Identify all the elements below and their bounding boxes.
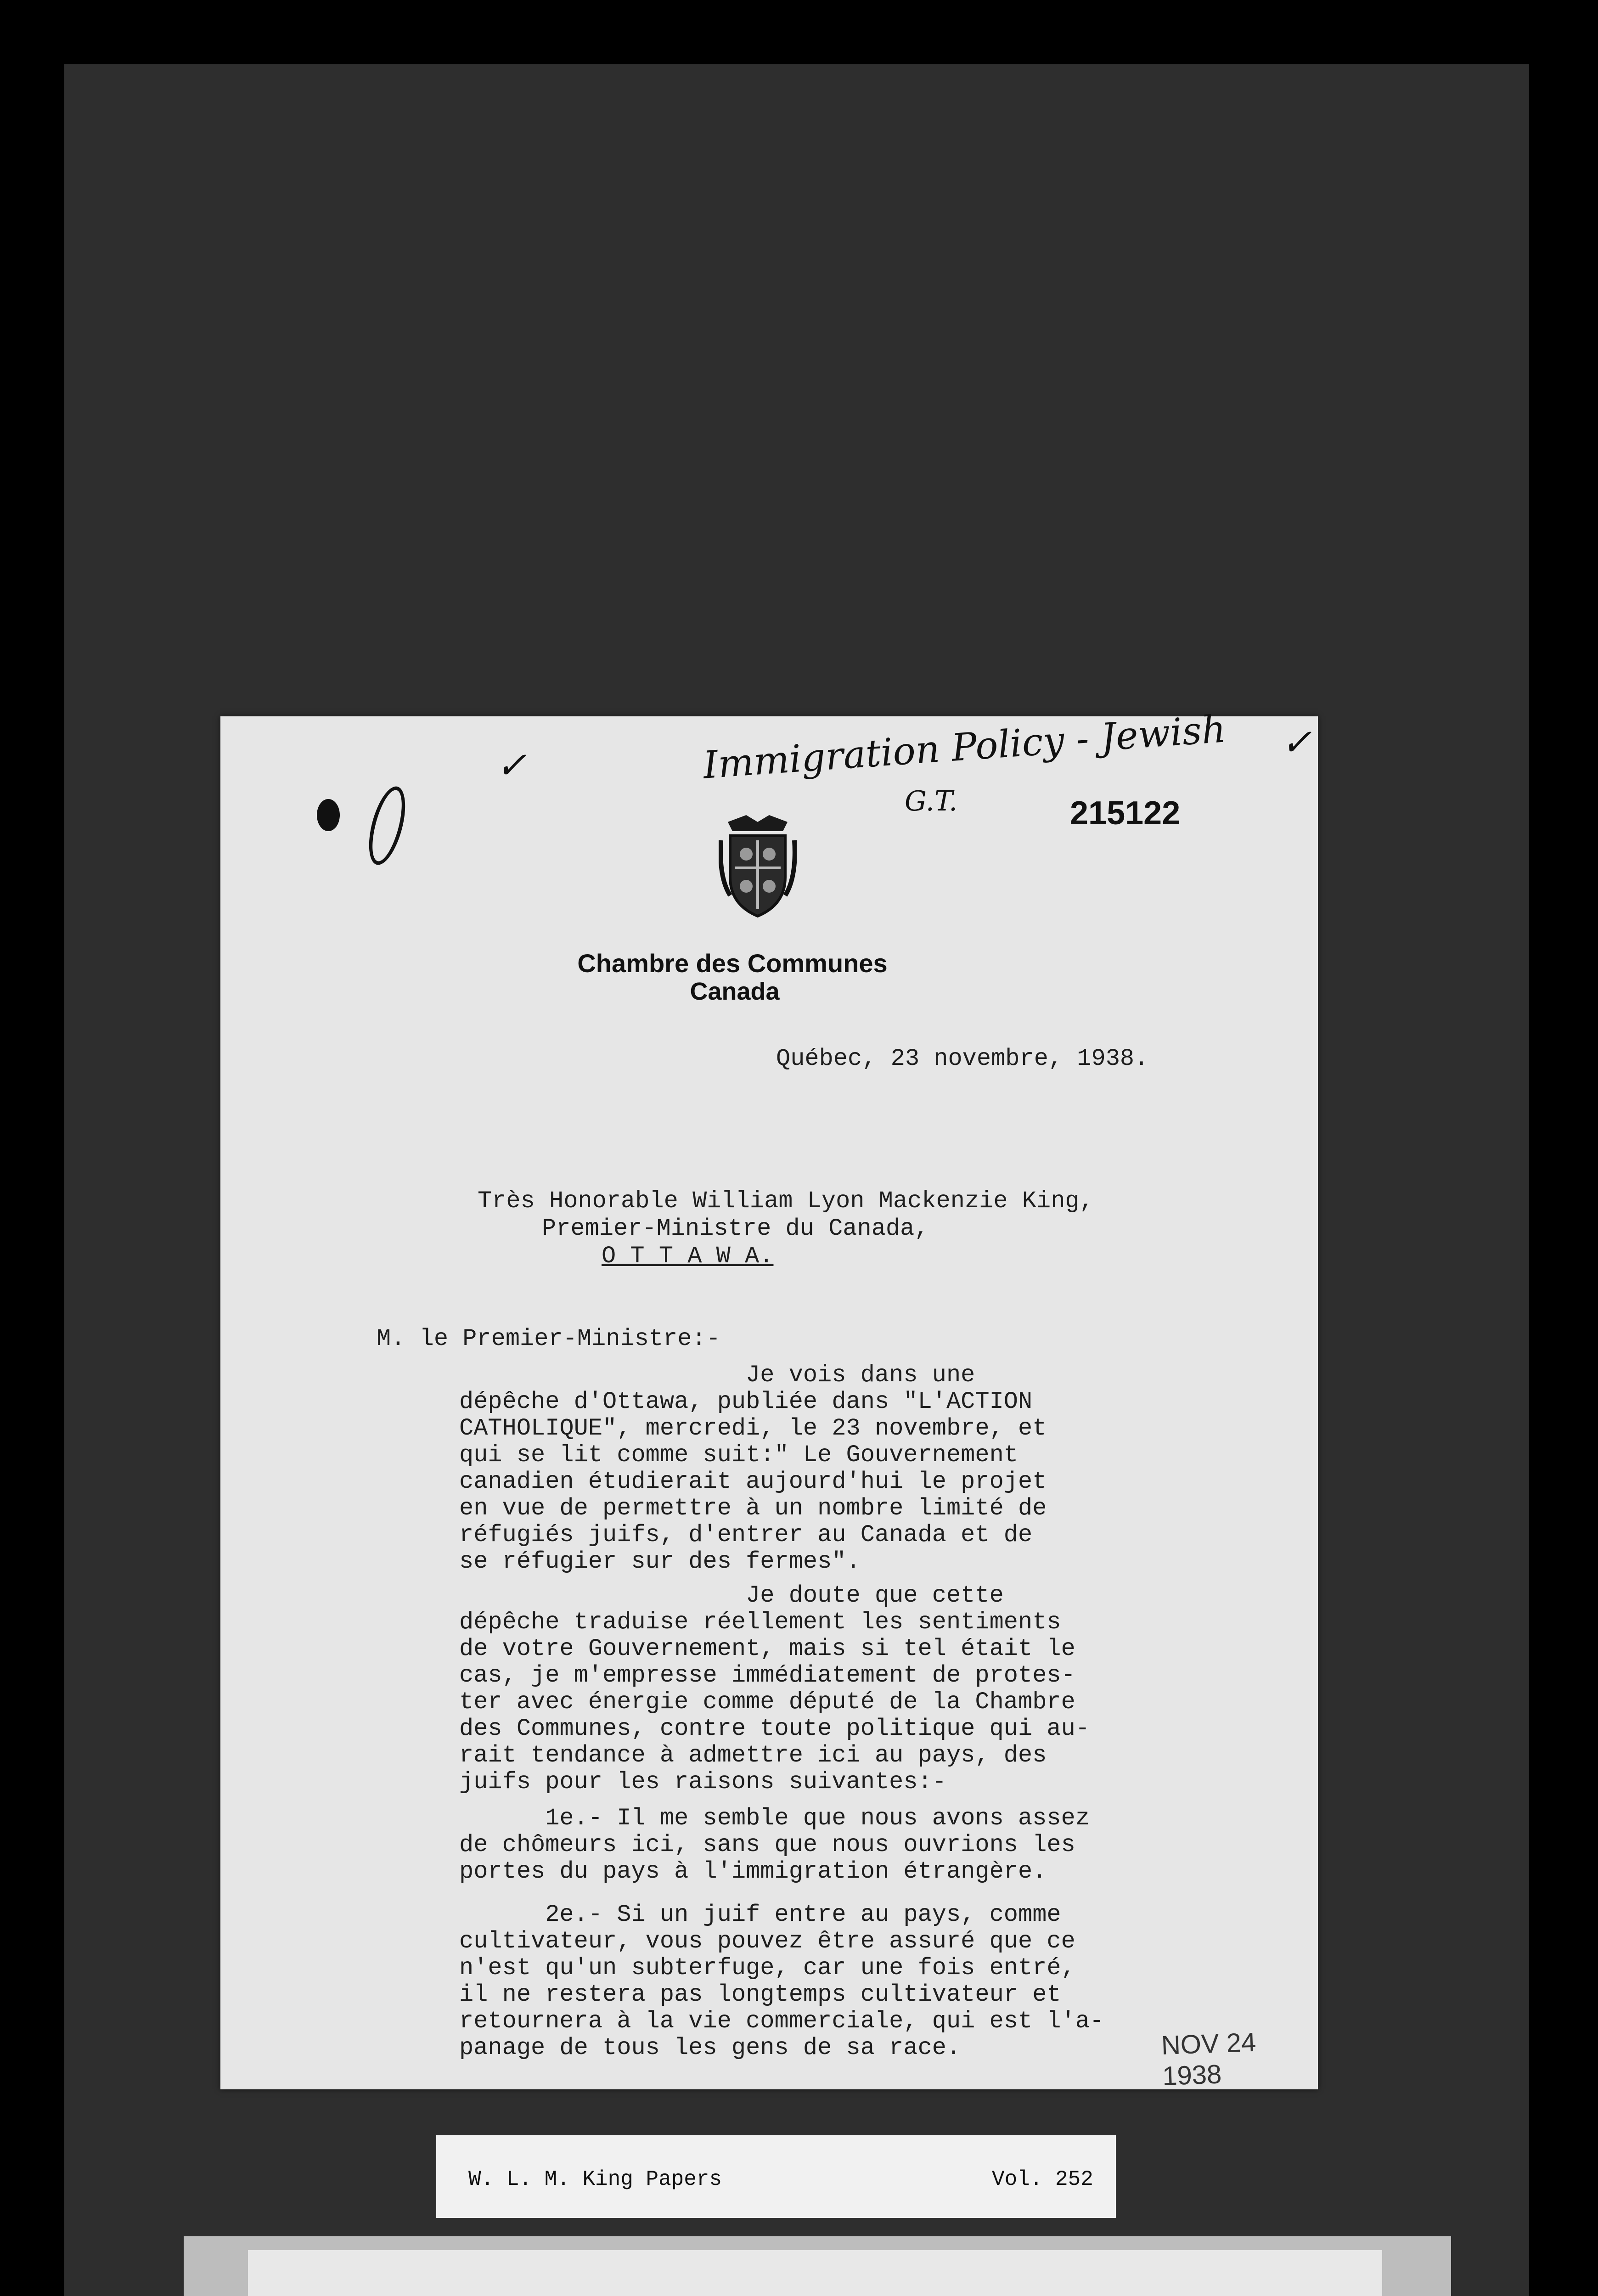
addressee-line-3: O T T A W A.: [602, 1243, 774, 1270]
paragraph-line: Je doute que cette: [459, 1582, 1004, 1609]
archives-card-inner: [248, 2250, 1382, 2296]
salutation: M. le Premier-Ministre:-: [377, 1325, 720, 1352]
letterhead-title: Chambre des Communes: [577, 949, 888, 978]
handwritten-check-right: ✓: [1281, 721, 1312, 764]
document-number: 215122: [1070, 795, 1181, 832]
paragraph-line: il ne restera pas longtemps cultivateur et: [459, 1981, 1061, 2008]
paragraph-line: 1e.- Il me semble que nous avons assez: [459, 1805, 1090, 1832]
paragraph-line: juifs pour les raisons suivantes:-: [459, 1768, 946, 1795]
paragraph-line: panage de tous les gens de sa race.: [459, 2034, 961, 2061]
paragraph-line: qui se lit comme suit:" Le Gouvernement: [459, 1441, 1018, 1469]
paragraph-line: retournera à la vie commerciale, qui est l'a-: [459, 2008, 1104, 2035]
paragraph-line: portes du pays à l'immigration étrangère.: [459, 1858, 1047, 1885]
paragraph-line: rait tendance à admettre ici au pays, des: [459, 1742, 1047, 1769]
paragraph-line: 2e.- Si un juif entre au pays, comme: [459, 1901, 1061, 1928]
paragraph-line: de votre Gouvernement, mais si tel était le: [459, 1635, 1075, 1662]
archives-card: [184, 2236, 1451, 2296]
paragraph-line: dépêche d'Ottawa, publiée dans "L'ACTION: [459, 1388, 1033, 1415]
paragraph-line: CATHOLIQUE", mercredi, le 23 novembre, et: [459, 1415, 1047, 1442]
paragraph-line: en vue de permettre à un nombre limité de: [459, 1495, 1047, 1522]
letter-date: Québec, 23 novembre, 1938.: [776, 1045, 1149, 1072]
paragraph-line: cultivateur, vous pouvez être assuré que ce: [459, 1928, 1075, 1955]
handwritten-check: ✓: [496, 744, 527, 787]
paragraph-line: cas, je m'empresse immédiatement de protes-: [459, 1662, 1075, 1689]
collection-name: W. L. M. King Papers: [468, 2167, 722, 2191]
paragraph-line: réfugiés juifs, d'entrer au Canada et de: [459, 1521, 1033, 1548]
letter-page: [220, 707, 1318, 2091]
handwritten-initials: G.T.: [905, 785, 958, 817]
volume-number: Vol. 252: [992, 2167, 1093, 2191]
letterhead-country: Canada: [690, 978, 780, 1005]
paragraph-line: se réfugier sur des fermes".: [459, 1548, 861, 1575]
paragraph-line: n'est qu'un subterfuge, car une fois entré,: [459, 1954, 1075, 1981]
catalog-label: [436, 2135, 1116, 2218]
handwritten-subject-note: Immigration Policy - Jewish: [702, 707, 1227, 788]
addressee-line-1: Très Honorable William Lyon Mackenzie King,: [478, 1187, 1094, 1215]
handwritten-mark-left: [362, 782, 412, 868]
addressee-line-2: Premier-Ministre du Canada,: [542, 1215, 929, 1242]
paragraph-line: de chômeurs ici, sans que nous ouvrions les: [459, 1831, 1075, 1858]
paragraph-line: dépêche traduise réellement les sentiments: [459, 1609, 1061, 1636]
punch-hole: [317, 799, 340, 831]
coat-of-arms-icon: [719, 813, 797, 918]
paragraph-line: ter avec énergie comme député de la Chambre: [459, 1688, 1075, 1716]
paragraph-line: Je vois dans une: [459, 1362, 975, 1389]
paragraph-line: canadien étudierait aujourd'hui le projet: [459, 1468, 1047, 1495]
received-date-stamp: NOV 24 1938: [1160, 2027, 1257, 2091]
paragraph-line: des Communes, contre toute politique qui au-: [459, 1715, 1090, 1742]
